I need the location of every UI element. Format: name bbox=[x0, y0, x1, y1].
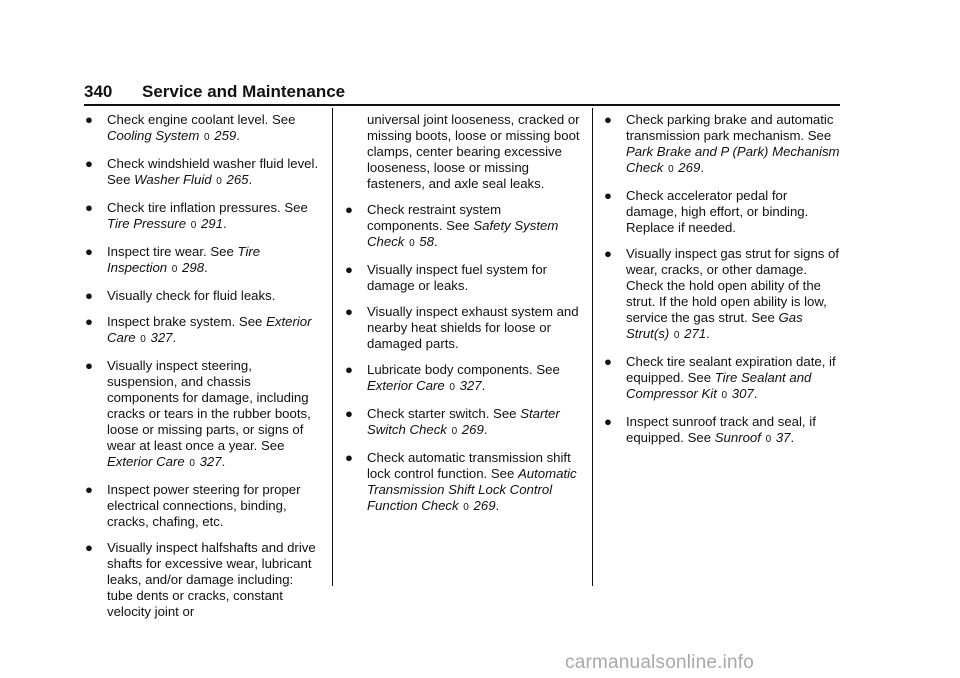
page-reference[interactable]: 259 bbox=[214, 128, 237, 143]
page-arrow-icon: 0 bbox=[721, 390, 728, 401]
cross-reference-link[interactable]: Tire Sealant and Compressor Kit bbox=[626, 370, 812, 401]
watermark: carmanualsonline.info bbox=[565, 652, 755, 673]
bullet-icon: ● bbox=[345, 202, 353, 217]
page-arrow-icon: 0 bbox=[216, 176, 222, 187]
list-item bbox=[85, 156, 320, 190]
page-arrow-icon: 0 bbox=[409, 238, 415, 249]
list-item bbox=[345, 406, 580, 440]
section-title: Service and Maintenance bbox=[142, 82, 346, 101]
list-item bbox=[604, 246, 840, 344]
column-3 bbox=[604, 112, 840, 458]
page-arrow-icon: 0 bbox=[673, 330, 680, 341]
cross-reference-link[interactable]: Exterior Care bbox=[367, 378, 445, 393]
bullet-icon: ● bbox=[604, 354, 612, 369]
item-tail: . bbox=[204, 260, 208, 275]
list-item bbox=[85, 200, 320, 234]
list-item bbox=[85, 244, 320, 278]
cross-reference-link[interactable]: Sunroof bbox=[714, 430, 761, 445]
list-item bbox=[604, 414, 840, 448]
list-item bbox=[345, 262, 580, 294]
page-reference[interactable]: 269 bbox=[678, 160, 701, 175]
bullet-icon: ● bbox=[345, 362, 353, 377]
bullet-icon: ● bbox=[85, 200, 93, 215]
item-text: Check restraint system components. See bbox=[367, 202, 502, 233]
bullet-icon: ● bbox=[345, 406, 353, 421]
list-item bbox=[345, 450, 580, 516]
bullet-icon: ● bbox=[85, 358, 93, 373]
item-text: Check parking brake and automatic transmission park mechanism. See bbox=[626, 112, 834, 143]
list-item bbox=[85, 482, 320, 530]
page-arrow-icon: 0 bbox=[449, 382, 455, 393]
page-reference[interactable]: 58 bbox=[419, 234, 434, 249]
list-item bbox=[85, 540, 320, 620]
bullet-icon: ● bbox=[345, 450, 353, 465]
page-number: 340 bbox=[84, 82, 113, 101]
list-item-continuation: universal joint looseness, cracked or missing boots, loose or missing boot clamps, center bearing excessive looseness, loose or missing fasteners, and axle seal leaks. bbox=[367, 112, 580, 191]
page-reference[interactable]: 269 bbox=[461, 422, 484, 437]
cross-reference-link[interactable]: Automatic Transmission Shift Lock Control Function Check bbox=[367, 466, 577, 513]
item-tail: . bbox=[221, 454, 226, 469]
item-tail: . bbox=[700, 160, 704, 175]
page-arrow-icon: 0 bbox=[190, 220, 197, 231]
page-arrow-icon: 0 bbox=[171, 264, 178, 275]
bullet-icon: ● bbox=[85, 156, 93, 171]
list-item bbox=[85, 288, 320, 304]
item-tail: . bbox=[706, 326, 710, 341]
item-text: Check tire sealant expiration date, if equipped. See bbox=[626, 354, 836, 385]
cross-reference-link[interactable]: Tire Pressure bbox=[107, 216, 187, 231]
column-divider bbox=[592, 108, 593, 586]
item-text: Check starter switch. See bbox=[367, 406, 517, 421]
item-tail: . bbox=[172, 330, 177, 345]
item-tail: . bbox=[236, 128, 240, 143]
bullet-icon: ● bbox=[85, 314, 93, 329]
item-tail: . bbox=[248, 172, 253, 187]
page-reference[interactable]: 291 bbox=[200, 216, 223, 231]
page-arrow-icon: 0 bbox=[189, 458, 195, 469]
item-tail: . bbox=[483, 422, 488, 437]
column-2 bbox=[345, 112, 580, 526]
item-text: Inspect power steering for proper electrical connections, binding, cracks, chafing, etc. bbox=[107, 482, 301, 529]
page-arrow-icon: 0 bbox=[204, 132, 210, 143]
item-text: Check accelerator pedal for damage, high effort, or binding. Replace if needed. bbox=[626, 188, 809, 235]
page-reference[interactable]: 271 bbox=[684, 326, 707, 341]
item-text: Lubricate body components. See bbox=[367, 362, 560, 377]
bullet-icon: ● bbox=[604, 246, 612, 261]
cross-reference-link[interactable]: Park Brake and P (Park) Mechanism Check bbox=[626, 144, 840, 175]
page-reference[interactable]: 298 bbox=[182, 260, 205, 275]
bullet-icon: ● bbox=[85, 112, 93, 127]
page-arrow-icon: 0 bbox=[140, 334, 146, 345]
page-reference[interactable]: 327 bbox=[459, 378, 482, 393]
item-tail: . bbox=[790, 430, 795, 445]
item-text: Inspect tire wear. See bbox=[107, 244, 234, 259]
page-reference[interactable]: 37 bbox=[775, 430, 791, 445]
column-divider bbox=[332, 108, 333, 586]
page-reference[interactable]: 327 bbox=[199, 454, 222, 469]
page-reference[interactable]: 265 bbox=[226, 172, 249, 187]
bullet-icon: ● bbox=[604, 414, 612, 429]
item-text: Inspect sunroof track and seal, if equipped. See bbox=[626, 414, 816, 445]
page-arrow-icon: 0 bbox=[451, 426, 458, 437]
page-arrow-icon: 0 bbox=[668, 164, 674, 175]
cross-reference-link[interactable]: Exterior Care bbox=[107, 454, 185, 469]
bullet-icon: ● bbox=[345, 262, 353, 277]
cross-reference-link[interactable]: Starter Switch Check bbox=[367, 406, 560, 437]
item-text: Visually inspect fuel system for damage or leaks. bbox=[367, 262, 548, 293]
list-item bbox=[345, 362, 580, 396]
page-arrow-icon: 0 bbox=[765, 434, 772, 445]
page-header bbox=[84, 80, 840, 106]
cross-reference-link[interactable]: Tire Inspection bbox=[107, 244, 261, 275]
list-item bbox=[604, 112, 840, 178]
page-arrow-icon: 0 bbox=[463, 502, 469, 513]
item-tail: . bbox=[222, 216, 227, 231]
cross-reference-link[interactable]: Washer Fluid bbox=[134, 172, 212, 187]
page-reference[interactable]: 327 bbox=[150, 330, 173, 345]
list-item bbox=[85, 358, 320, 472]
bullet-icon: ● bbox=[85, 288, 93, 303]
item-text: Inspect brake system. See bbox=[107, 314, 263, 329]
page-reference[interactable]: 307 bbox=[731, 386, 754, 401]
list-item bbox=[604, 354, 840, 404]
item-text: Check windshield washer fluid level. See bbox=[107, 156, 319, 187]
column-1 bbox=[85, 112, 320, 630]
list-item bbox=[604, 188, 840, 236]
item-text: Visually inspect exhaust system and nearby heat shields for loose or damaged parts. bbox=[367, 304, 579, 351]
item-tail: . bbox=[495, 498, 500, 513]
item-text: Visually inspect gas strut for signs of wear, cracks, or other damage. Check the hold open ability of the strut. If the hold open ability is low, service the gas strut. See bbox=[626, 246, 840, 325]
item-text: Check tire inflation pressures. See bbox=[107, 200, 308, 215]
cross-reference-link[interactable]: Gas Strut(s) bbox=[626, 310, 803, 341]
list-item bbox=[345, 202, 580, 252]
cross-reference-link[interactable]: Exterior Care bbox=[107, 314, 312, 345]
item-text: Visually inspect halfshafts and drive shafts for excessive wear, lubricant leaks, and/or damage including: tube dents or cracks, constant velocity joint or bbox=[107, 540, 316, 619]
item-text: Visually inspect steering, suspension, and chassis components for damage, including cracks or tears in the rubber boots, loose or missing parts, or signs of wear at least once a year. See bbox=[107, 358, 311, 453]
bullet-icon: ● bbox=[85, 244, 93, 259]
cross-reference-link[interactable]: Cooling System bbox=[107, 128, 200, 143]
cross-reference-link[interactable]: Safety System Check bbox=[367, 218, 559, 249]
bullet-icon: ● bbox=[345, 304, 353, 319]
list-item bbox=[345, 304, 580, 352]
bullet-icon: ● bbox=[85, 540, 93, 555]
bullet-icon: ● bbox=[604, 188, 612, 203]
bullet-icon: ● bbox=[85, 482, 93, 497]
bullet-icon: ● bbox=[604, 112, 612, 127]
item-tail: . bbox=[753, 386, 758, 401]
page-reference[interactable]: 269 bbox=[473, 498, 496, 513]
item-text: Check engine coolant level. See bbox=[107, 112, 296, 127]
item-tail: . bbox=[433, 234, 438, 249]
list-item bbox=[85, 314, 320, 348]
item-tail: . bbox=[481, 378, 486, 393]
list-item bbox=[85, 112, 320, 146]
item-text: Check automatic transmission shift lock control function. See bbox=[367, 450, 571, 481]
item-text: Visually check for fluid leaks. bbox=[107, 288, 276, 303]
